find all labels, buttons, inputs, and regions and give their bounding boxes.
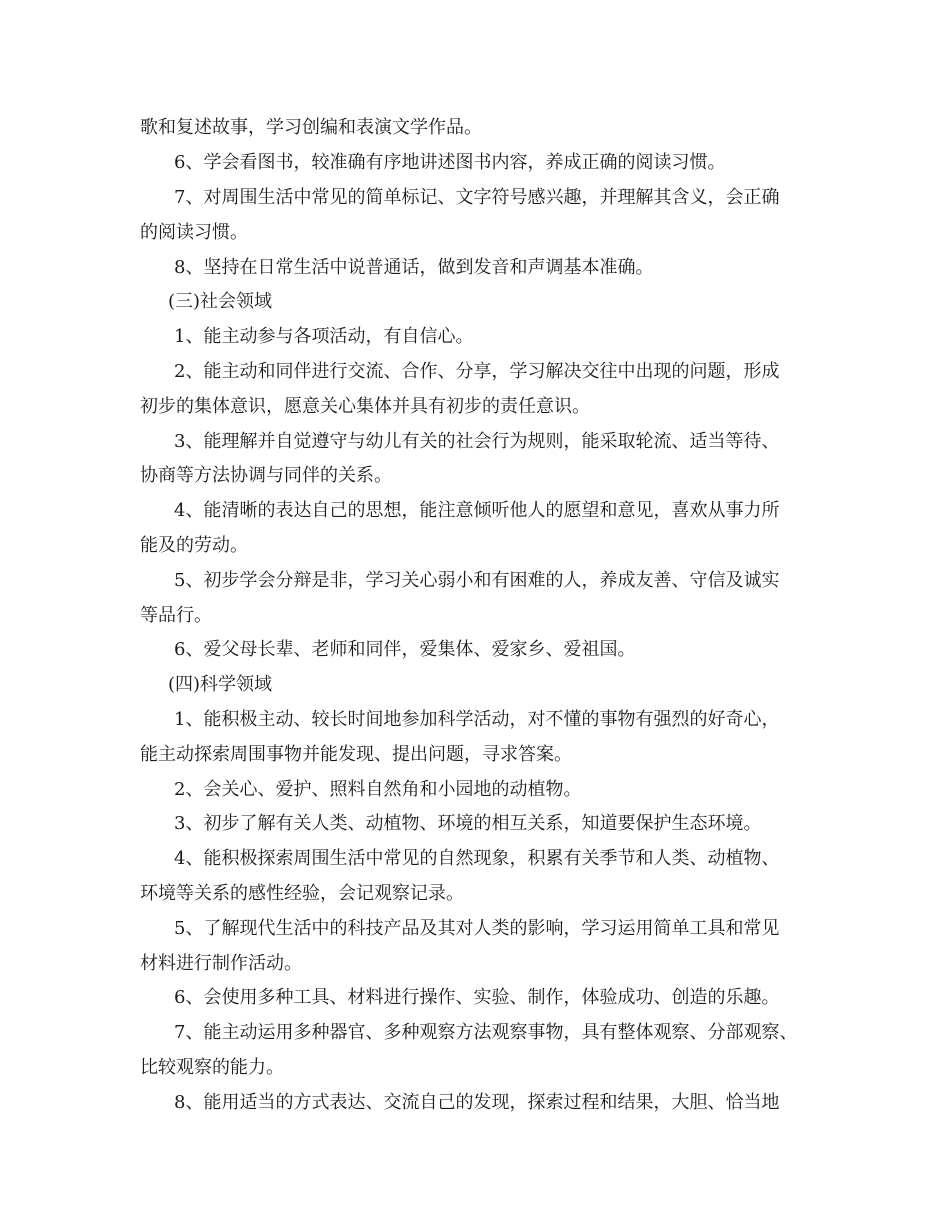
paragraph-continuation: 歌和复述故事，学习创编和表演文学作品。: [140, 117, 482, 138]
paragraph-item: 2、会关心、爱护、照料自然角和小园地的动植物。: [174, 779, 582, 800]
paragraph-item: 3、能理解并自觉遵守与幼儿有关的社会行为规则，能采取轮流、适当等待、: [174, 431, 780, 452]
paragraph-item: 8、能用适当的方式表达、交流自己的发现，探索过程和结果，大胆、恰当地: [174, 1092, 780, 1113]
paragraph-item: 6、学会看图书，较准确有序地讲述图书内容，养成正确的阅读习惯。: [174, 152, 726, 173]
paragraph-item: 1、能主动参与各项活动，有自信心。: [174, 326, 474, 347]
paragraph-continuation: 协商等方法协调与同伴的关系。: [140, 465, 392, 486]
paragraph-item: 8、坚持在日常生活中说普通话，做到发音和声调基本准确。: [174, 257, 654, 278]
paragraph-item: 7、能主动运用多种器官、多种观察方法观察事物，具有整体观察、分部观察、: [174, 1022, 798, 1043]
paragraph-item: 4、能清晰的表达自己的思想，能注意倾听他人的愿望和意见，喜欢从事力所: [174, 500, 780, 521]
section-heading-science: (四)科学领域: [168, 674, 273, 695]
paragraph-continuation: 能及的劳动。: [140, 535, 248, 556]
paragraph-continuation: 等品行。: [140, 605, 212, 626]
paragraph-item: 3、初步了解有关人类、动植物、环境的相互关系，知道要保护生态环境。: [174, 813, 762, 834]
paragraph-item: 6、爱父母长辈、老师和同伴，爱集体、爱家乡、爱祖国。: [174, 639, 636, 660]
paragraph-continuation: 的阅读习惯。: [140, 222, 248, 243]
paragraph-continuation: 初步的集体意识，愿意关心集体并具有初步的责任意识。: [140, 396, 590, 417]
paragraph-continuation: 材料进行制作活动。: [140, 953, 302, 974]
paragraph-continuation: 比较观察的能力。: [140, 1057, 284, 1078]
paragraph-continuation: 环境等关系的感性经验，会记观察记录。: [140, 883, 464, 904]
paragraph-item: 6、会使用多种工具、材料进行操作、实验、制作，体验成功、创造的乐趣。: [174, 987, 780, 1008]
paragraph-continuation: 能主动探索周围事物并能发现、提出问题，寻求答案。: [140, 744, 572, 765]
paragraph-item: 4、能积极探索周围生活中常见的自然现象，积累有关季节和人类、动植物、: [174, 848, 780, 869]
section-heading-social: (三)社会领域: [168, 291, 273, 312]
paragraph-item: 7、对周围生活中常见的简单标记、文字符号感兴趣，并理解其含义，会正确: [174, 187, 780, 208]
paragraph-item: 1、能积极主动、较长时间地参加科学活动，对不懂的事物有强烈的好奇心，: [174, 709, 780, 730]
paragraph-item: 5、初步学会分辩是非，学习关心弱小和有困难的人，养成友善、守信及诚实: [174, 570, 780, 591]
paragraph-item: 5、了解现代生活中的科技产品及其对人类的影响，学习运用简单工具和常见: [174, 918, 780, 939]
paragraph-item: 2、能主动和同伴进行交流、合作、分享，学习解决交往中出现的问题，形成: [174, 361, 780, 382]
